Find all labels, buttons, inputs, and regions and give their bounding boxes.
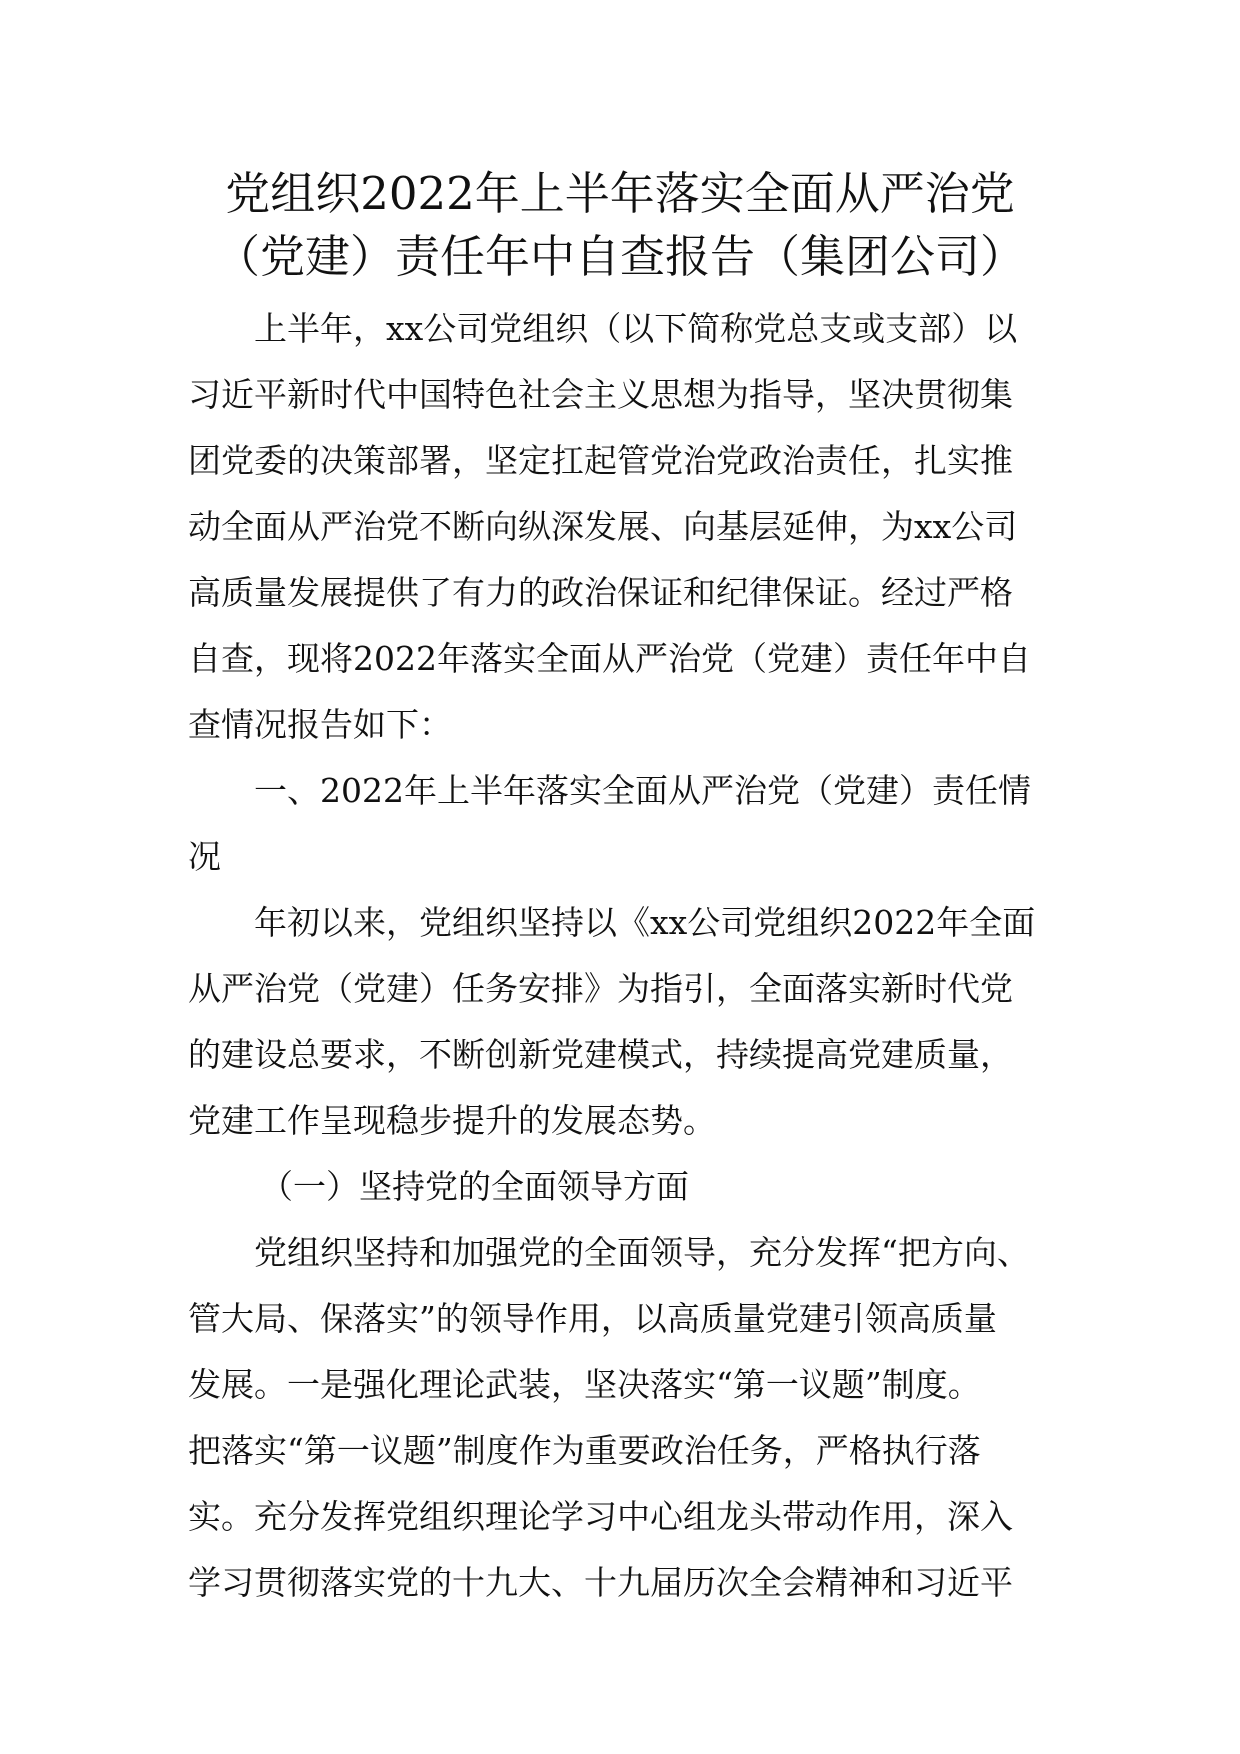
paragraph-line: 查情况报告如下： [188,705,452,744]
paragraph-line: 年初以来，党组织坚持以《xx公司党组织2022年全面 [254,903,1036,942]
section-heading-line: 况 [188,837,221,876]
paragraph-line: 的建设总要求，不断创新党建模式，持续提高党建质量， [188,1035,1013,1074]
paragraph-line: 上半年，xx公司党组织（以下简称党总支或支部）以 [254,309,1018,348]
paragraph-line: 从严治党（党建）任务安排》为指引，全面落实新时代党 [188,969,1013,1008]
paragraph-line: 学习贯彻落实党的十九大、十九届历次全会精神和习近平 [188,1563,1013,1602]
paragraph-line: 动全面从严治党不断向纵深发展、向基层延伸，为xx公司 [188,507,1018,546]
paragraph-line: 自查，现将2022年落实全面从严治党（党建）责任年中自 [188,639,1031,678]
paragraph-line: 发展。一是强化理论武装，坚决落实“第一议题”制度。 [188,1365,981,1404]
subsection-heading-line: （一）坚持党的全面领导方面 [260,1167,689,1206]
section-heading-line: 一、2022年上半年落实全面从严治党（党建）责任情 [254,771,1031,810]
document-body [188,296,1060,1616]
paragraph-line: 高质量发展提供了有力的政治保证和纪律保证。经过严格 [188,573,1013,612]
paragraph-line: 实。充分发挥党组织理论学习中心组龙头带动作用，深入 [188,1497,1013,1536]
paragraph-line: 习近平新时代中国特色社会主义思想为指导，坚决贯彻集 [188,375,1013,414]
paragraph-line: 团党委的决策部署，坚定扛起管党治党政治责任，扎实推 [188,441,1013,480]
paragraph-line: 把落实“第一议题”制度作为重要政治任务，严格执行落 [188,1431,981,1470]
paragraph-line: 党建工作呈现稳步提升的发展态势。 [188,1101,716,1140]
document-title-line-2: （党建）责任年中自查报告（集团公司） [214,230,1025,283]
paragraph-line: 管大局、保落实”的领导作用，以高质量党建引领高质量 [188,1299,997,1338]
document-title-line-1: 党组织2022年上半年落实全面从严治党 [225,167,1015,220]
paragraph-line: 党组织坚持和加强党的全面领导，充分发挥“把方向、 [254,1233,1030,1272]
